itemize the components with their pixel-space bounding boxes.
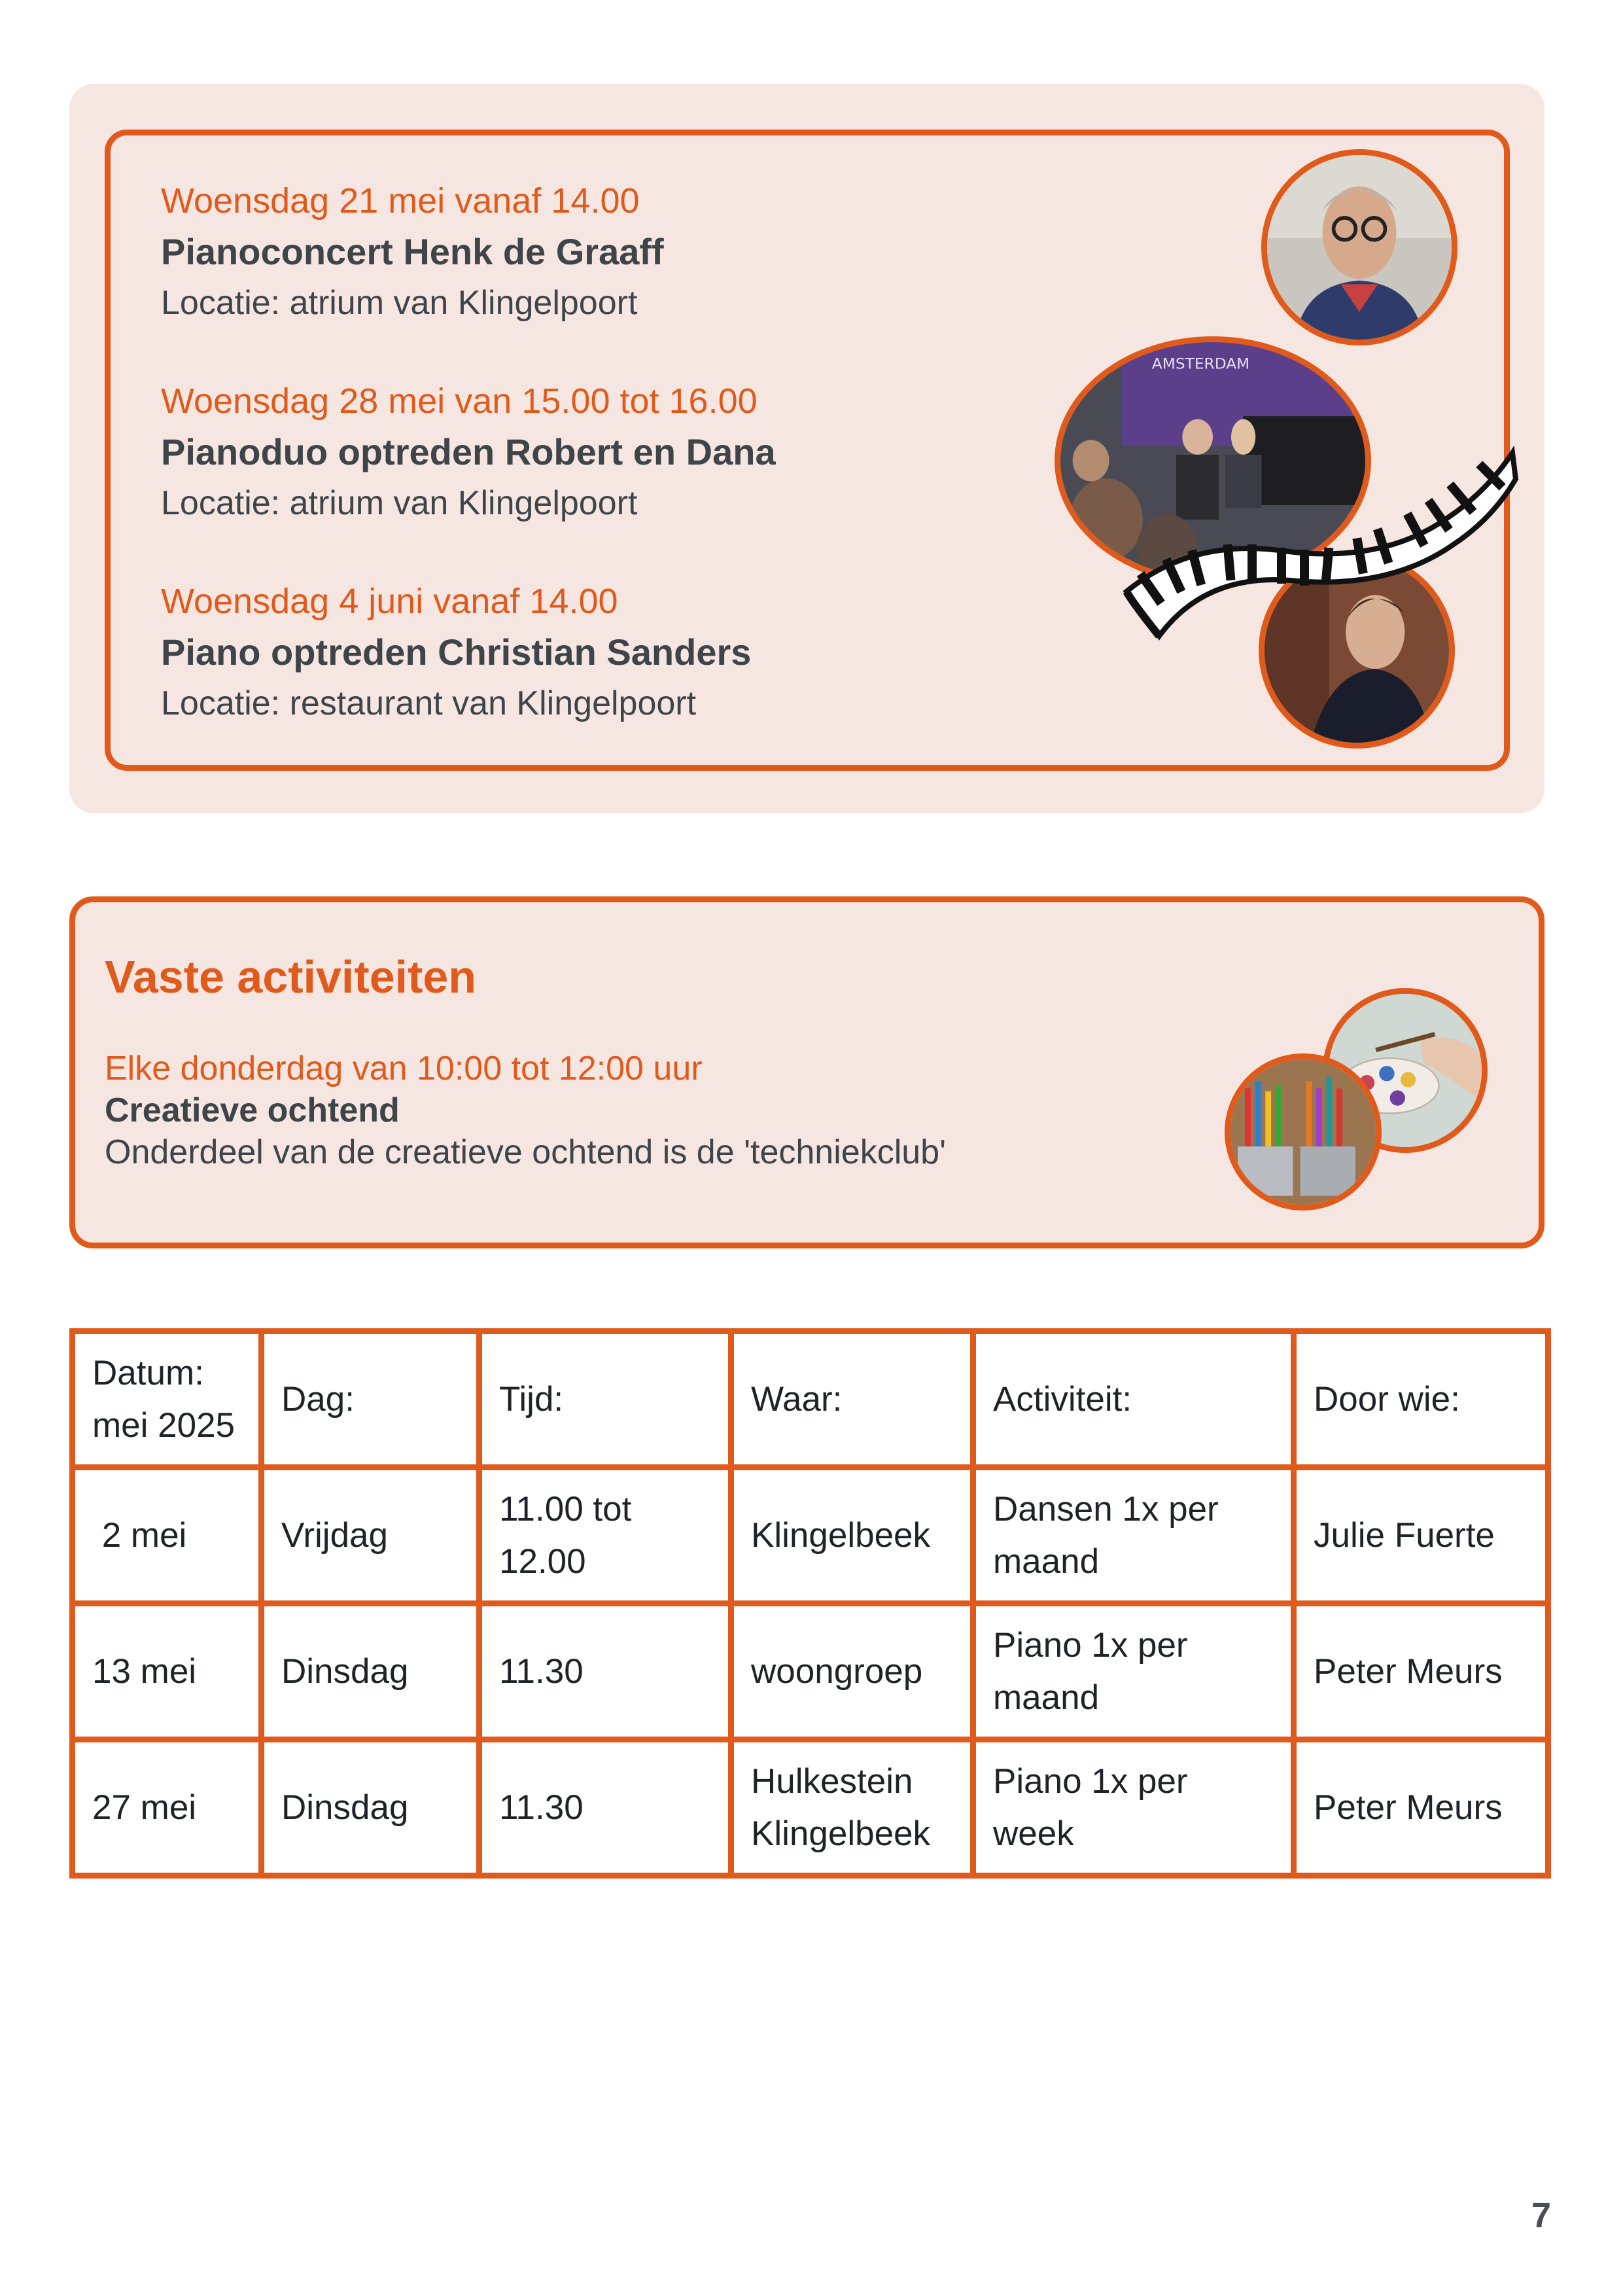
pianist-portrait-photo [1261,149,1457,345]
activity-title: Creatieve ochtend [105,1091,400,1129]
table-row [73,1468,1548,1604]
table-cell: Piano 1x per week [973,1740,1294,1876]
concert-title: Pianoconcert Henk de Graaff [161,231,664,272]
table-cell: Peter Meurs [1294,1604,1548,1740]
table-cell: Julie Fuerte [1294,1468,1548,1604]
concert-location: Locatie: restaurant van Klingelpoort [161,684,697,722]
table-header-row [73,1332,1548,1468]
table-cell: 13 mei [73,1604,262,1740]
table-cell: 2 mei [73,1468,262,1604]
concert-item [161,175,664,328]
table-cell: 11.30 [480,1604,731,1740]
concert-title: Piano optreden Christian Sanders [161,631,752,673]
activities-title: Vaste activiteiten [105,951,477,1002]
table-cell: 11.00 tot 12.00 [480,1468,731,1604]
table-cell: Dansen 1x per maand [973,1468,1294,1604]
schedule-table [69,1328,1551,1879]
piano-keyboard-graphic [1120,440,1519,656]
header-cell: Activiteit: [973,1332,1294,1468]
table-row [73,1740,1548,1876]
table-cell: Peter Meurs [1294,1740,1548,1876]
header-cell: Datum: mei 2025 [73,1332,262,1468]
table-cell: Dinsdag [262,1740,480,1876]
table-cell: Hulkestein Klingelbeek [731,1740,973,1876]
table-cell: Vrijdag [262,1468,480,1604]
pencils-photo [1225,1053,1382,1210]
photo-sign-text: AMSTERDAM [1151,356,1250,373]
header-cell: Waar: [731,1332,973,1468]
concert-item [161,376,776,529]
concert-title: Pianoduo optreden Robert en Dana [161,431,776,472]
concert-location: Locatie: atrium van Klingelpoort [161,484,638,522]
table-cell: woongroep [731,1604,973,1740]
header-cell: Dag: [262,1332,480,1468]
table-cell: 11.30 [480,1740,731,1876]
concert-location: Locatie: atrium van Klingelpoort [161,284,638,322]
header-cell: Door wie: [1294,1332,1548,1468]
concert-date: Woensdag 28 mei van 15.00 tot 16.00 [161,381,758,421]
header-cell: Tijd: [480,1332,731,1468]
concert-item [161,576,751,729]
concert-date: Woensdag 4 juni vanaf 14.00 [161,582,618,621]
table-cell: Piano 1x per maand [973,1604,1294,1740]
table-row [73,1604,1548,1740]
table-cell: 27 mei [73,1740,262,1876]
concert-date: Woensdag 21 mei vanaf 14.00 [161,181,640,221]
table-cell: Klingelbeek [731,1468,973,1604]
activity-description: Onderdeel van de creatieve ochtend is de 'techniekclub' [105,1133,947,1171]
table-cell: Dinsdag [262,1604,480,1740]
page-number: 7 [1531,2196,1551,2235]
activity-schedule: Elke donderdag van 10:00 tot 12:00 uur [105,1050,703,1087]
